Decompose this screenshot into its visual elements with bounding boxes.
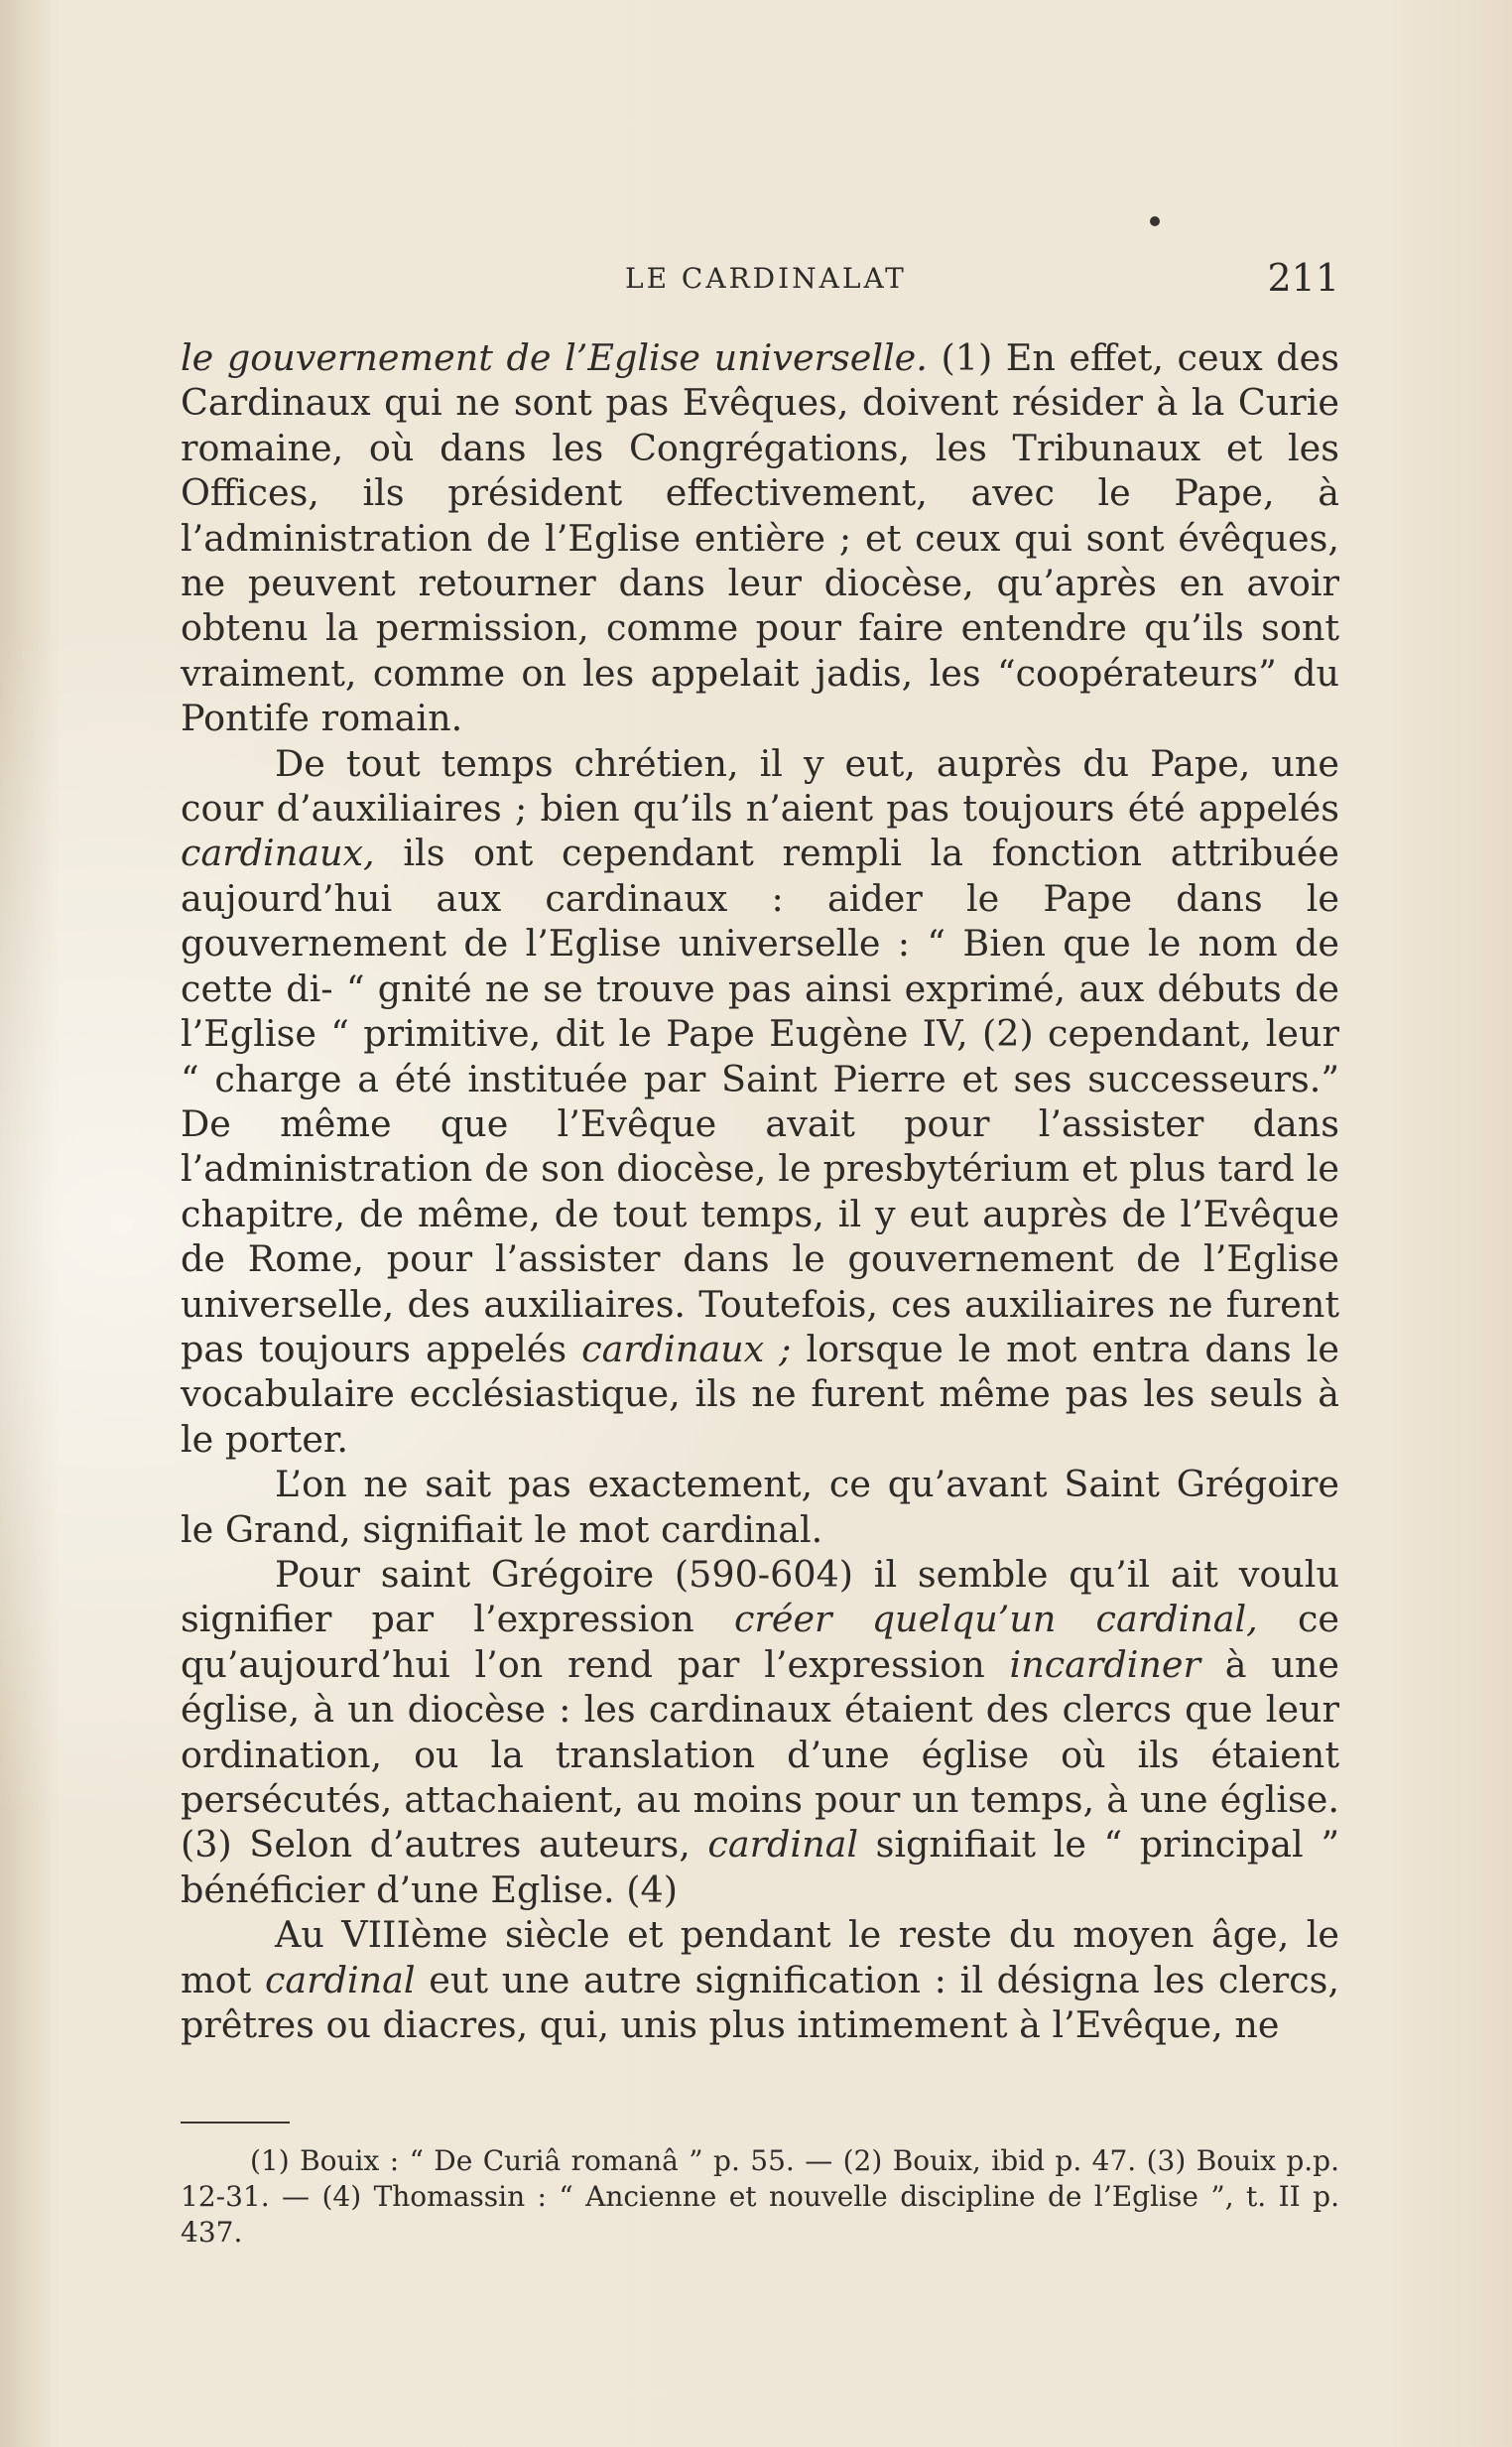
body-text	[181, 335, 1339, 2047]
footnote-text: (1) Bouix : “ De Curiâ romanâ ” p. 55. — (2) Bouix, ibid p. 47. (3) Bouix p.p. 12-31. — (4) Thomassin : “ Ancienne et nouvelle discipline de l’Eglise ”, t. II p. 437.	[181, 2144, 1339, 2249]
text-run: ce qu’aujourd’hui l’on rend par l’expression	[181, 1598, 1339, 1686]
text-run: L’on ne sait pas exactement, ce qu’avant Saint Grégoire le Grand, signifiait le mot cardinal.	[181, 1463, 1339, 1551]
text-run: De tout temps chrétien, il y eut, auprès du Pape, une cour d’auxiliaires ; bien qu’ils n’aient pas toujours été appelés	[181, 741, 1339, 831]
text-run: à une église, à un diocèse : les cardinaux étaient des clercs que leur ordination, ou la translation d’une église où ils étaient persécutés, attachaient, au moins pour un temps, à une église. (3) Selon d’autres auteurs,	[181, 1642, 1339, 1867]
page-number: 211	[1267, 256, 1339, 300]
text-run: eut une autre signification : il désigna les clercs, prêtres ou diacres, qui, unis plus intimement à l’Evêque, ne	[181, 1958, 1339, 2047]
running-head	[179, 256, 1339, 306]
paragraph	[181, 335, 1339, 741]
text-run: (1) En effet, ceux des Cardinaux qui ne sont pas Evêques, doivent résider à la Curie romaine, où dans les Congrégations, les Tribunaux et les Offices, ils président effectivement, avec le Pape, à l’administration de l’Eglise entière ; et ceux qui sont évêques, ne peuvent retourner dans leur diocèse, qu’après en avoir obtenu la permission, comme pour faire entendre qu’ils sont vraiment, comme on les appelait jadis, les “coopérateurs” du Pontife romain.	[181, 336, 1339, 740]
paragraph	[181, 1552, 1339, 1912]
italic-run: le gouvernement de l’Eglise universelle.	[181, 336, 928, 379]
ink-speck	[1150, 216, 1160, 226]
footnote-rule	[181, 2122, 290, 2124]
text-run: Pour saint Grégoire (590-604) il semble qu’il ait voulu signifier par l’expression	[181, 1552, 1339, 1641]
paragraph	[181, 1462, 1339, 1552]
italic-run: incardiner	[1009, 1642, 1200, 1686]
footnotes	[181, 2143, 1339, 2251]
text-run: Au VIIIème siècle et pendant le reste du moyen âge, le mot	[181, 1913, 1339, 2001]
text-run: signifiait le “ principal ” bénéficier d’une Eglise. (4)	[181, 1823, 1339, 1911]
text-run: ils ont cependant rempli la fonction attribuée aujourd’hui aux cardinaux : aider le Pape dans le gouvernement de l’Eglise universelle : “ Bien que le nom de cette di- “ gnité ne se trouve pas ainsi exprimé, aux débuts de l’Eglise “ primitive, dit le Pape Eugène IV, (2) cependant, leur “ charge a été instituée par Saint Pierre et ses successeurs.” De même que l’Evêque avait pour l’assister dans l’administration de son diocèse, le presbytérium et plus tard le chapitre, de même, de tout temps, il y eut auprès de l’Evêque de Rome, pour l’assister dans le gouvernement de l’Eglise universelle, des auxiliaires. Toutefois, ces auxiliaires ne furent pas toujours appelés	[181, 832, 1339, 1370]
paragraph	[181, 1912, 1339, 2047]
italic-run: créer quelqu’un cardinal,	[733, 1598, 1258, 1641]
paragraph	[181, 741, 1339, 1463]
running-title: LE CARDINALAT	[625, 262, 907, 295]
italic-run: cardinaux,	[181, 832, 375, 875]
text-run: lorsque le mot entra dans le vocabulaire ecclésiastique, ils ne furent même pas les seuls à le porter.	[181, 1327, 1339, 1461]
italic-run: cardinal	[707, 1823, 859, 1867]
italic-run: cardinal	[264, 1958, 416, 2001]
italic-run: cardinaux ;	[581, 1327, 792, 1370]
